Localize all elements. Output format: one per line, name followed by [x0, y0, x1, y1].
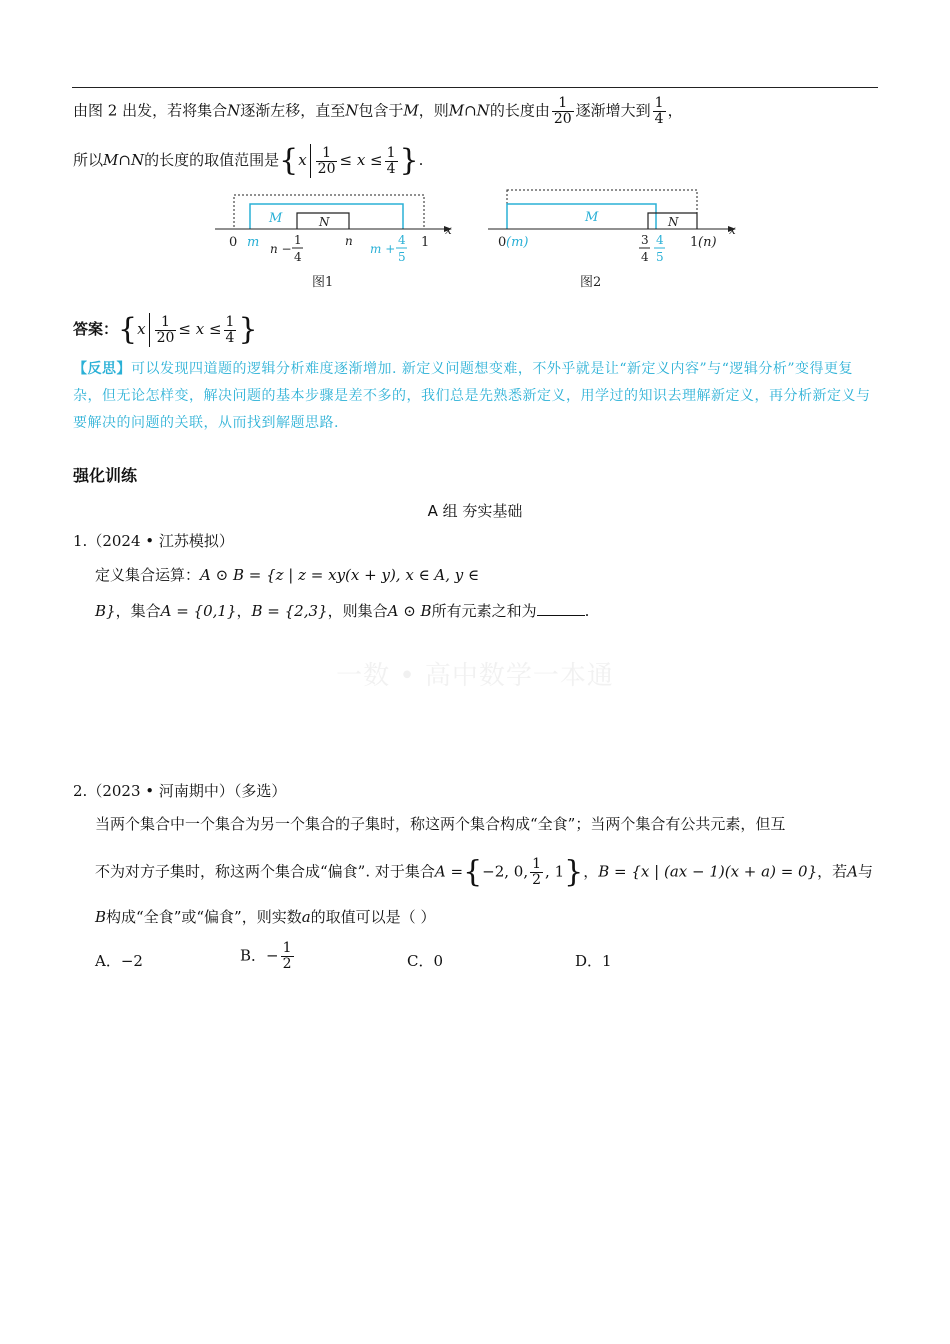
set-bar [149, 313, 150, 347]
answer-label: 答案： [73, 320, 119, 338]
q1-header [73, 530, 234, 552]
math-seg: , 1 [545, 862, 565, 881]
tick-m-plus: m + [370, 242, 396, 256]
option-label: D． [575, 952, 603, 970]
text-seg: 的长度由 [489, 101, 550, 120]
paragraph-line-2 [73, 144, 423, 178]
q2-line-2 [95, 854, 874, 890]
text-seg: 逐渐左移，直至 [240, 101, 346, 120]
math-seg: −2, 0, [482, 862, 529, 881]
paragraph-line-1 [73, 96, 683, 127]
math-inequality: ≤ x ≤ [178, 320, 222, 338]
left-brace: { [118, 312, 138, 347]
tick-frac-den: 4 [294, 250, 302, 264]
tick-1: 1 [421, 235, 430, 250]
label-N: N [668, 215, 679, 229]
math-set-A: A = [434, 862, 464, 881]
set-M-bracket [507, 204, 656, 229]
watermark: 一数 • 高中数学一本通 [336, 661, 614, 691]
option-label: C． [407, 952, 434, 970]
q1-line-1 [95, 564, 479, 586]
tick-n-minus: n − [270, 242, 292, 256]
tick-frac-num: 1 [294, 233, 302, 247]
reflection-paragraph [73, 356, 881, 437]
tick-m: (m) [506, 235, 529, 250]
math-intersection: M∩N [103, 151, 145, 169]
text-seg: 包含于 [358, 101, 404, 120]
math-a: a [301, 908, 311, 926]
label-M: M [269, 211, 283, 226]
figure-2-caption: 图2 [580, 275, 602, 290]
fraction-1-4: $\frac{1}{4}$ [225, 313, 235, 346]
text-seg: ，集合 [115, 602, 161, 620]
text-seg: 不为对方子集时，称这两个集合成“偏食”. 对于集合 [95, 862, 435, 881]
option-d[interactable] [575, 950, 612, 971]
math-x: x [137, 320, 146, 338]
right-brace: } [564, 854, 584, 890]
section-title: 强化训练 [73, 466, 138, 485]
group-title: A 组 夯实基础 [427, 502, 523, 520]
text-seg: 逐渐增大到 [575, 101, 651, 120]
text-seg: ，则集合 [327, 602, 388, 620]
text-seg: . [584, 602, 590, 620]
text-seg: 的取值可以是（ ） [310, 908, 436, 926]
math-set-A: A = {0,1} [160, 602, 237, 620]
figure-1 [215, 195, 452, 290]
tick-0: 0 [498, 235, 507, 250]
option-value: 1 [602, 952, 612, 970]
option-value: −2 [120, 952, 143, 970]
fraction-1-20: $\frac{1}{20}$ [553, 95, 572, 127]
math-set-B: B = {2,3} [251, 602, 328, 620]
text-seg: ， [236, 602, 252, 620]
math-definition: A ⊙ B = {z | z = xy(x + y), x ∈ A, y ∈ [200, 566, 480, 584]
figure-2 [488, 190, 736, 290]
tick-4-den: 5 [656, 250, 664, 264]
reflection-body: 可以发现四道题的逻辑分析难度逐渐增加. 新定义问题想变难，不外乎就是让“新定义内容”与“逻辑分析”变得更复杂，但无论怎样变，解决问题的基本步骤是差不多的，我们总是先熟悉新定义，用学过的知识去理解新定义，再分析新定义与要解决的问题的关联，从而找到解题思路. [73, 361, 871, 431]
tick-n: (n) [698, 235, 717, 250]
header-rule [72, 87, 878, 88]
tick-m: m [247, 235, 260, 250]
answer-line [73, 313, 258, 347]
question-source: （2024 • 江苏模拟） [87, 532, 234, 550]
fraction-1-20: $\frac{1}{20}$ [156, 313, 175, 346]
fraction-1-4: $\frac{1}{4}$ [386, 144, 396, 177]
text-seg: ， [583, 862, 599, 881]
text-seg: ， [667, 101, 683, 120]
question-source: （2023 • 河南期中）（多选） [87, 782, 287, 800]
q2-header [73, 780, 286, 802]
label-x: x [445, 223, 452, 237]
reflection-tag: 【反思】 [73, 361, 131, 377]
option-c[interactable] [407, 950, 443, 971]
text-seg: 定义集合运算： [95, 566, 201, 584]
tick-0: 0 [229, 235, 238, 250]
fraction-1-2: $\frac{1}{2}$ [282, 940, 292, 972]
option-b[interactable] [240, 941, 296, 972]
text-seg: 与 [858, 862, 874, 881]
text-seg: 由图 2 出发，若将集合 [73, 101, 228, 120]
text-seg: 当两个集合中一个集合为另一个集合的子集时，称这两个集合构成“全食”；当两个集合有公共元素，但互 [95, 815, 786, 833]
q2-line-1 [95, 813, 785, 835]
math-x: x [298, 151, 307, 169]
text-seg: 所以 [73, 151, 104, 169]
question-number: 2. [73, 782, 88, 800]
label-N: N [319, 215, 330, 229]
math-set-B: B = {x | (ax − 1)(x + a) = 0} [598, 862, 818, 881]
tick-3-num: 3 [641, 233, 649, 247]
text-seg: ，则 [418, 101, 449, 120]
tick-plus-num: 4 [398, 233, 406, 247]
left-brace: { [279, 143, 299, 178]
set-bar [310, 144, 311, 178]
text-seg: 构成“全食”或“偏食”，则实数 [106, 908, 302, 926]
math-B: B [95, 908, 107, 926]
fraction-1-4: $\frac{1}{4}$ [654, 95, 664, 127]
option-label: A． [95, 952, 121, 970]
left-brace: { [463, 854, 483, 890]
math-intersection: M∩N [448, 101, 490, 120]
option-label: B． [240, 946, 267, 965]
text-seg: . [418, 151, 424, 169]
option-a[interactable] [95, 950, 143, 971]
fraction-1-2: $\frac{1}{2}$ [532, 856, 542, 888]
right-brace: } [399, 143, 419, 178]
number-line-figures [0, 185, 950, 300]
math-M: M [403, 101, 419, 120]
answer-blank[interactable] [537, 601, 585, 616]
tick-1: 1 [690, 235, 699, 250]
math-A: A [847, 862, 858, 881]
label-x: x [729, 223, 736, 237]
q1-line-2 [95, 600, 589, 622]
tick-4-num: 4 [656, 233, 664, 247]
text-seg: ，若 [817, 862, 848, 881]
tick-3-den: 4 [641, 250, 649, 264]
text-seg: 的长度的取值范围是 [144, 151, 280, 169]
fraction-1-20: $\frac{1}{20}$ [317, 144, 336, 177]
question-number: 1. [73, 532, 88, 550]
math-inequality: ≤ x ≤ [339, 151, 383, 169]
text-seg: 所有元素之和为 [431, 602, 537, 620]
q2-line-3 [95, 906, 435, 928]
option-sign: − [266, 946, 279, 965]
tick-plus-den: 5 [398, 250, 406, 264]
figure-1-caption: 图1 [312, 275, 334, 290]
math-N: N [227, 101, 241, 120]
right-brace: } [238, 312, 258, 347]
math-operation: A ⊙ B [387, 602, 432, 620]
math-seg: B} [95, 602, 116, 620]
option-value: 0 [433, 952, 444, 970]
tick-n: n [345, 234, 353, 248]
label-M: M [585, 210, 599, 225]
math-N: N [345, 101, 359, 120]
